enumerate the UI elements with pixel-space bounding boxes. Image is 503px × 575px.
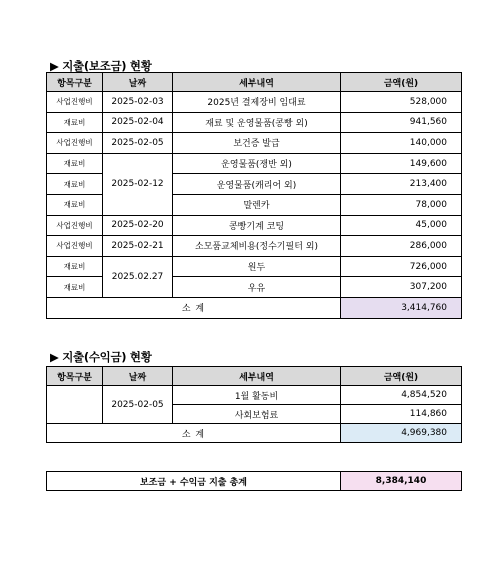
revenue-section-title: ▶ 지출(수익금) 현황 bbox=[50, 350, 152, 364]
table-row bbox=[47, 236, 462, 257]
amount-cell: 941,560 bbox=[341, 112, 462, 133]
total-row bbox=[47, 472, 462, 491]
detail-cell: 소모품교체비용(정수기필터 외) bbox=[173, 236, 341, 257]
subtotal-amount: 4,969,380 bbox=[341, 424, 462, 443]
table-row bbox=[47, 153, 462, 174]
detail-cell: 재료 및 운영물품(콩빵 외) bbox=[173, 112, 341, 133]
detail-cell: 원두 bbox=[173, 256, 341, 277]
header-category: 항목구분 bbox=[47, 73, 103, 92]
date-cell: 2025-02-12 bbox=[103, 153, 173, 215]
category-cell: 재료비 bbox=[47, 174, 103, 195]
table-row bbox=[47, 133, 462, 154]
category-cell: 재료비 bbox=[47, 112, 103, 133]
detail-cell: 2025년 결제장비 임대료 bbox=[173, 92, 341, 113]
header-amount: 금액(원) bbox=[341, 73, 462, 92]
category-cell: 사업진행비 bbox=[47, 236, 103, 257]
subtotal-amount: 3,414,760 bbox=[341, 297, 462, 318]
category-cell: 사업진행비 bbox=[47, 215, 103, 236]
header-date: 날짜 bbox=[103, 367, 173, 386]
amount-cell: 45,000 bbox=[341, 215, 462, 236]
subtotal-row bbox=[47, 424, 462, 443]
amount-cell: 307,200 bbox=[341, 277, 462, 298]
subsidy-expense-table bbox=[46, 72, 462, 319]
table-row bbox=[47, 92, 462, 113]
detail-cell: 콩빵기계 코팅 bbox=[173, 215, 341, 236]
detail-cell: 운영물품(쟁반 외) bbox=[173, 153, 341, 174]
table-row bbox=[47, 112, 462, 133]
subsidy-section-title: ▶ 지출(보조금) 현황 bbox=[50, 59, 152, 73]
date-cell: 2025-02-20 bbox=[103, 215, 173, 236]
total-amount: 8,384,140 bbox=[341, 472, 462, 491]
amount-cell: 140,000 bbox=[341, 133, 462, 154]
header-detail: 세부내역 bbox=[173, 73, 341, 92]
category-cell: 재료비 bbox=[47, 194, 103, 215]
header-category: 항목구분 bbox=[47, 367, 103, 386]
table-row bbox=[47, 256, 462, 277]
detail-cell: 사회보험료 bbox=[173, 405, 341, 424]
header-detail: 세부내역 bbox=[173, 367, 341, 386]
subtotal-label: 소 계 bbox=[47, 424, 341, 443]
detail-cell: 운영물품(캐리어 외) bbox=[173, 174, 341, 195]
date-cell: 2025-02-05 bbox=[103, 386, 173, 424]
subtotal-row bbox=[47, 297, 462, 318]
revenue-expense-table bbox=[46, 366, 462, 443]
date-cell: 2025-02-04 bbox=[103, 112, 173, 133]
header-date: 날짜 bbox=[103, 73, 173, 92]
amount-cell: 4,854,520 bbox=[341, 386, 462, 405]
amount-cell: 78,000 bbox=[341, 194, 462, 215]
grand-total-table bbox=[46, 471, 462, 491]
table-header-row bbox=[47, 367, 462, 386]
amount-cell: 114,860 bbox=[341, 405, 462, 424]
total-label: 보조금 + 수익금 지출 총계 bbox=[47, 472, 341, 491]
category-cell bbox=[47, 386, 103, 424]
detail-cell: 1월 활동비 bbox=[173, 386, 341, 405]
amount-cell: 149,600 bbox=[341, 153, 462, 174]
subtotal-label: 소 계 bbox=[47, 297, 341, 318]
date-cell: 2025-02-05 bbox=[103, 133, 173, 154]
amount-cell: 528,000 bbox=[341, 92, 462, 113]
table-header-row bbox=[47, 73, 462, 92]
amount-cell: 286,000 bbox=[341, 236, 462, 257]
detail-cell: 말렌카 bbox=[173, 194, 341, 215]
table-row bbox=[47, 215, 462, 236]
detail-cell: 우유 bbox=[173, 277, 341, 298]
category-cell: 사업진행비 bbox=[47, 133, 103, 154]
category-cell: 재료비 bbox=[47, 277, 103, 298]
date-cell: 2025-02-03 bbox=[103, 92, 173, 113]
detail-cell: 보건증 발급 bbox=[173, 133, 341, 154]
date-cell: 2025-02-21 bbox=[103, 236, 173, 257]
category-cell: 재료비 bbox=[47, 256, 103, 277]
amount-cell: 213,400 bbox=[341, 174, 462, 195]
amount-cell: 726,000 bbox=[341, 256, 462, 277]
table-row bbox=[47, 386, 462, 405]
date-cell: 2025.02.27 bbox=[103, 256, 173, 297]
header-amount: 금액(원) bbox=[341, 367, 462, 386]
category-cell: 재료비 bbox=[47, 153, 103, 174]
category-cell: 사업진행비 bbox=[47, 92, 103, 113]
